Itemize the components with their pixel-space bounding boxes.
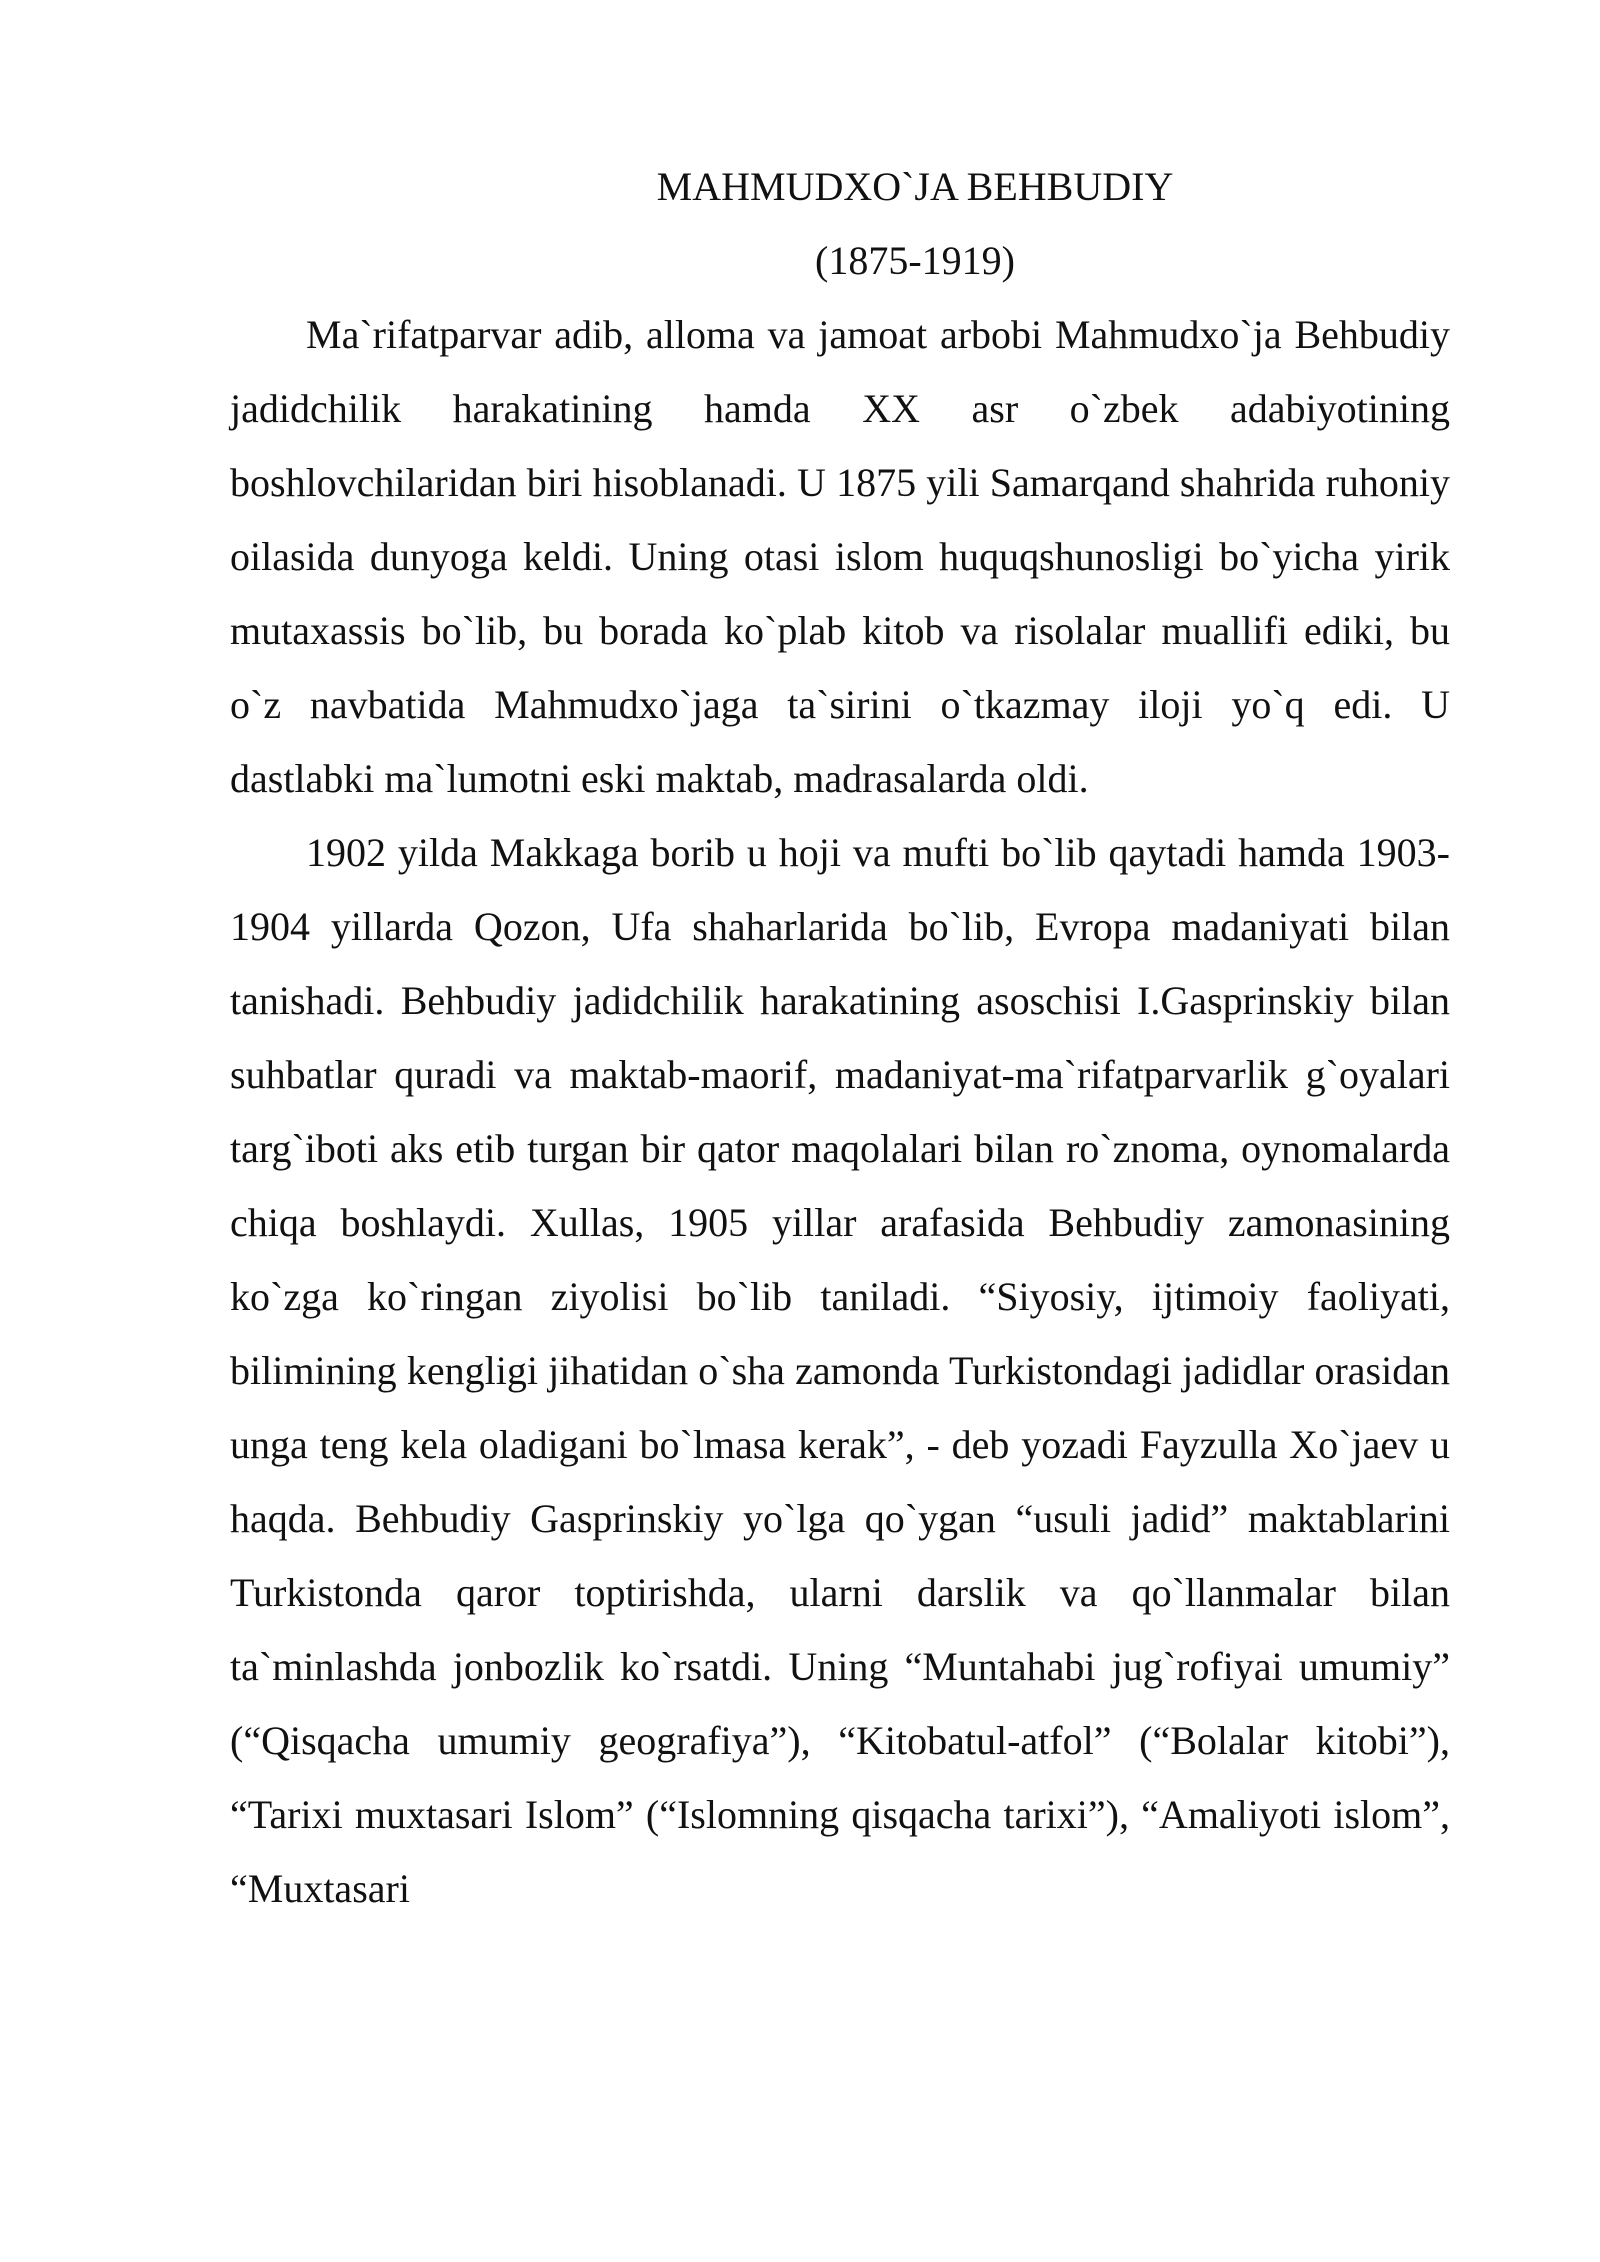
document-dates: (1875-1919) bbox=[815, 238, 1015, 283]
paragraph-1: Ma`rifatparvar adib, alloma va jamoat arbobi Mahmudxo`ja Behbudiy jadidchilik harakatining hamda XX asr o`zbek adabiyotining boshlovchilaridan biri hisoblanadi. U 1875 yili Samarqand shahrida ruhoniy oilasida dunyoga keldi. Uning otasi islom huquqshunosligi bo`yicha yirik mutaxassis bo`lib, bu borada ko`plab kitob va risolalar muallifi ediki, bu o`z navbatida Mahmudxo`jaga ta`sirini o`tkazmay iloji yo`q edi. U dastlabki ma`lumotni eski maktab, madrasalarda oldi. bbox=[230, 312, 1450, 801]
paragraph-2: 1902 yilda Makkaga borib u hoji va mufti bo`lib qaytadi hamda 1903-1904 yillarda Qozon, Ufa shaharlarida bo`lib, Evropa madaniyati bilan tanishadi. Behbudiy jadidchilik harakatining asoschisi I.Gasprinskiy bilan suhbatlar quradi va maktab-maorif, madaniyat-ma`rifatparvarlik g`oyalari targ`iboti aks etib turgan bir qator maqolalari bilan ro`znoma, oynomalarda chiqa boshlaydi. Xullas, 1905 yillar arafasida Behbudiy zamonasining ko`zga ko`ringan ziyolisi bo`lib taniladi. “Siyosiy, ijtimoiy faoliyati, bilimining kengligi jihatidan o`sha zamonda Turkistondagi jadidlar orasidan unga teng kela oladigani bo`lmasa kerak”, - deb yozadi Fayzulla Xo`jaev u haqda. Behbudiy Gasprinskiy yo`lga qo`ygan “usuli jadid” maktablarini Turkistonda qaror toptirishda, ularni darslik va qo`llanmalar bilan ta`minlashda jonbozlik ko`rsatdi. Uning “Muntahabi jug`rofiyai umumiy” (“Qisqacha umumiy geografiya”), “Kitobatul-atfol” (“Bolalar kitobi”), “Tarixi muxtasari Islom” (“Islomning qisqacha tarixi”), “Amaliyoti islom”, “Muxtasari bbox=[230, 830, 1450, 1911]
document-body bbox=[230, 150, 1450, 1926]
document-title: MAHMUDXO`JA BEHBUDIY bbox=[656, 164, 1174, 209]
